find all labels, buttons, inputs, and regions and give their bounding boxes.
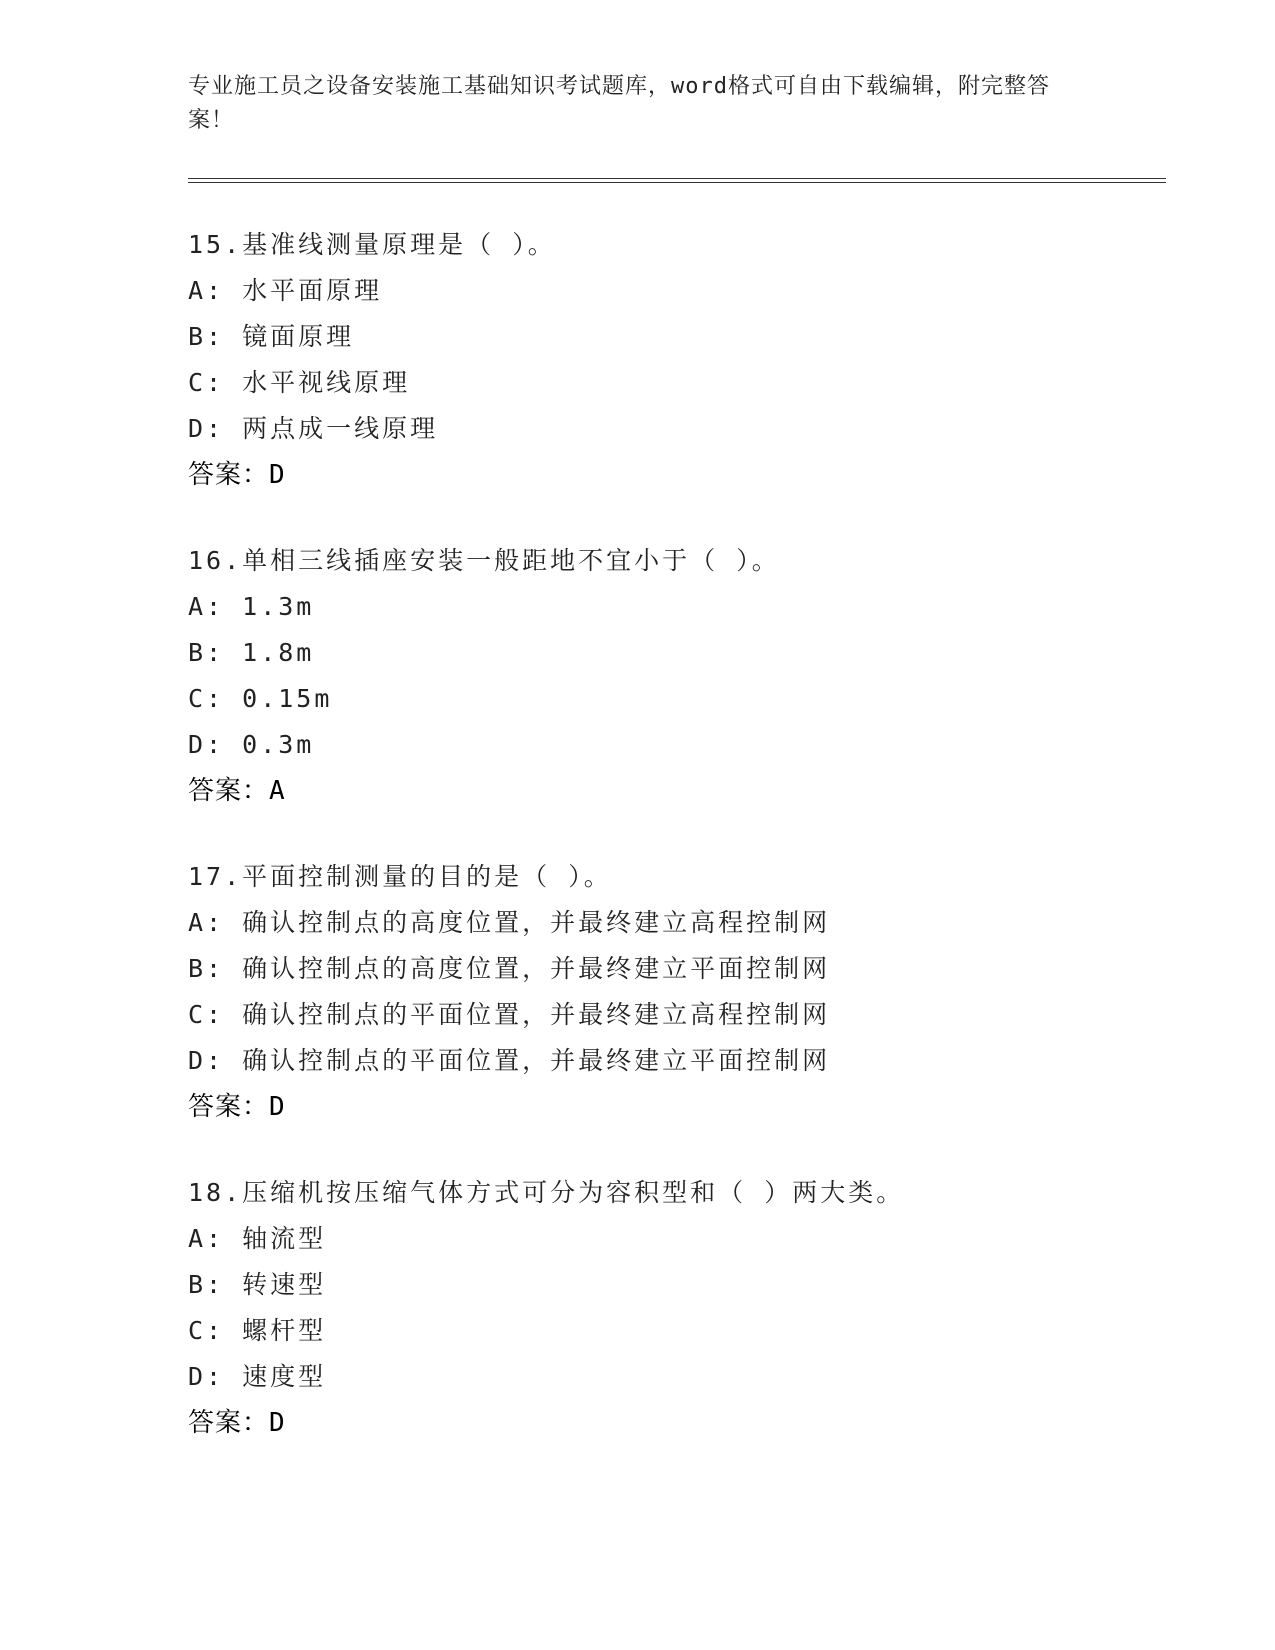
answer-label: 答案： [188, 776, 270, 806]
answer-line [188, 1084, 1148, 1130]
question-stem: 18.压缩机按压缩气体方式可分为容积型和（ ）两大类。 [188, 1178, 905, 1207]
option-c: C: 0.15m [188, 684, 333, 713]
option-d: D: 两点成一线原理 [188, 414, 439, 443]
question-stem: 16.单相三线插座安装一般距地不宜小于（ ）。 [188, 546, 780, 575]
option-d: D: 速度型 [188, 1362, 327, 1391]
option-c: C: 水平视线原理 [188, 368, 411, 397]
option-c: C: 确认控制点的平面位置，并最终建立高程控制网 [188, 1000, 831, 1029]
answer-value: D [269, 1092, 286, 1122]
question-16 [188, 538, 1148, 814]
answer-value: D [269, 460, 286, 490]
option-b: B: 1.8m [188, 638, 315, 667]
option-b: B: 镜面原理 [188, 322, 355, 351]
option-a: A: 1.3m [188, 592, 315, 621]
option-d: D: 0.3m [188, 730, 315, 759]
question-18 [188, 1170, 1148, 1446]
option-a: A: 确认控制点的高度位置，并最终建立高程控制网 [188, 908, 831, 937]
header-divider [188, 178, 1166, 183]
option-a: A: 轴流型 [188, 1224, 327, 1253]
answer-label: 答案： [188, 1092, 270, 1122]
answer-value: A [269, 776, 286, 806]
answer-line [188, 452, 1148, 498]
option-c: C: 螺杆型 [188, 1316, 327, 1345]
document-header: 专业施工员之设备安装施工基础知识考试题库，word格式可自由下载编辑，附完整答案！ [188, 74, 1050, 133]
answer-line [188, 768, 1148, 814]
question-stem: 15.基准线测量原理是（ ）。 [188, 230, 556, 259]
question-17 [188, 854, 1148, 1130]
option-b: B: 确认控制点的高度位置，并最终建立平面控制网 [188, 954, 831, 983]
answer-label: 答案： [188, 460, 270, 490]
option-a: A: 水平面原理 [188, 276, 383, 305]
option-d: D: 确认控制点的平面位置，并最终建立平面控制网 [188, 1046, 831, 1075]
question-15 [188, 222, 1148, 498]
answer-label: 答案： [188, 1408, 270, 1438]
answer-line [188, 1400, 1148, 1446]
answer-value: D [269, 1408, 286, 1438]
question-stem: 17.平面控制测量的目的是（ ）。 [188, 862, 612, 891]
option-b: B: 转速型 [188, 1270, 327, 1299]
